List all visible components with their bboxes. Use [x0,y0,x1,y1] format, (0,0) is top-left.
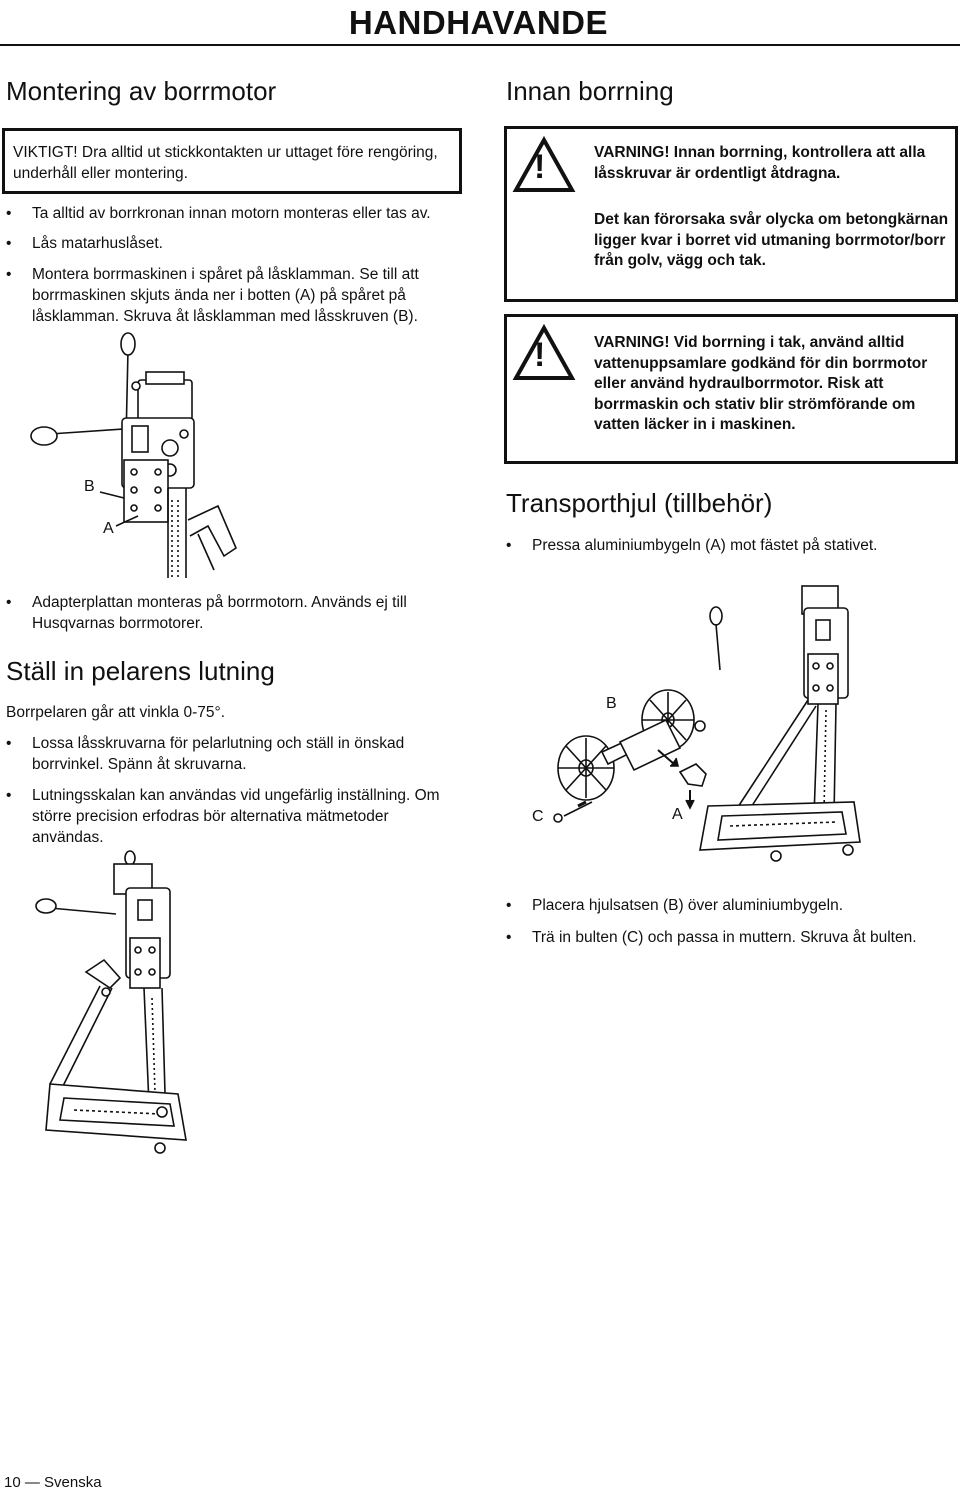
bullet-text: Trä in bulten (C) och passa in muttern. Skruva åt bulten. [532,929,917,946]
bullet-dot: • [6,235,12,252]
warning-1-text-b: Det kan förorsaka svår olycka om betongkärnan ligger kvar i borret vid utmaning borrmotor/borr från golv, vägg och tak. [594,211,949,269]
warning-2-text: VARNING! Vid borrning i tak, använd alltid vattenuppsamlare godkänd för din borrmotor eller använd hydraulborrmotor. Risk att borrmaskin och stativ blir strömförande om vatten läcker in i maskinen. [594,334,928,433]
figure-transport-wheels [540,580,880,880]
tilt-stand-illustration [30,848,200,1168]
bullet-dot: • [6,266,12,283]
important-text: VIKTIGT! Dra alltid ut stickkontakten ur uttaget före rengöring, underhåll eller montering. [13,144,438,182]
warning-1-text-a: VARNING! Innan borrning, kontrollera att alla låsskruvar är ordentligt åtdragna. [594,144,926,182]
warning-exclamation: ! [534,148,546,186]
figure-tilt-stand [30,848,200,1168]
bullet-text: Montera borrmaskinen i spåret på låsklamman. Se till att borrmaskinen skjuts ända ner i botten (A) på spåret på låsklamman. Skruva åt låsklamman med låsskruven (B). [32,266,419,325]
tilt-intro: Borrpelaren går att vinkla 0-75°. [6,704,226,721]
bullet-text: Lås matarhuslåset. [32,235,163,252]
bullet-dot: • [506,897,512,914]
bullet-dot: • [6,205,12,222]
bullet-text: Ta alltid av borrkronan innan motorn monteras eller tas av. [32,205,431,222]
figure-label-b: B [84,478,95,495]
page-number: 10 [4,1474,21,1491]
page-footer [4,1474,102,1491]
bullet-text: Adapterplattan monteras på borrmotorn. Används ej till Husqvarnas borrmotorer. [32,594,407,632]
page-header-title: HANDHAVANDE [348,4,608,41]
figure-label-b: B [606,695,617,712]
footer-dash: — [24,1474,40,1491]
figure-drill-mount [20,330,280,580]
bullet-dot: • [506,929,512,946]
warning-box-1 [504,126,958,302]
bullet-text: Lossa låsskruvarna för pelarlutning och ställ in önskad borrvinkel. Spänn åt skruvarna. [32,735,405,773]
bullet-dot: • [6,735,12,752]
transport-wheels-illustration [540,580,880,880]
footer-language: Svenska [44,1474,102,1491]
bullet-text: Lutningsskalan kan användas vid ungefärlig inställning. Om större precision erfodras bör alternativa mätmetoder användas. [32,787,440,846]
figure-label-a: A [103,520,114,537]
section-title-transport: Transporthjul (tillbehör) [506,488,773,518]
warning-box-2 [504,314,958,464]
important-box [2,128,462,194]
figure-label-a: A [672,806,683,823]
bullet-dot: • [6,594,12,611]
section-title-before: Innan borrning [506,76,674,106]
bullet-text: Pressa aluminiumbygeln (A) mot fästet på stativet. [532,537,878,554]
bullet-dot: • [6,787,12,804]
section-title-tilt: Ställ in pelarens lutning [6,656,275,686]
header-rule [0,44,960,46]
bullet-text: Placera hjulsatsen (B) över aluminiumbygeln. [532,897,844,914]
bullet-dot: • [506,537,512,554]
drill-mount-illustration [20,330,280,580]
section-title-mount: Montering av borrmotor [6,76,277,106]
figure-label-c: C [532,808,544,825]
warning-exclamation: ! [534,336,546,374]
